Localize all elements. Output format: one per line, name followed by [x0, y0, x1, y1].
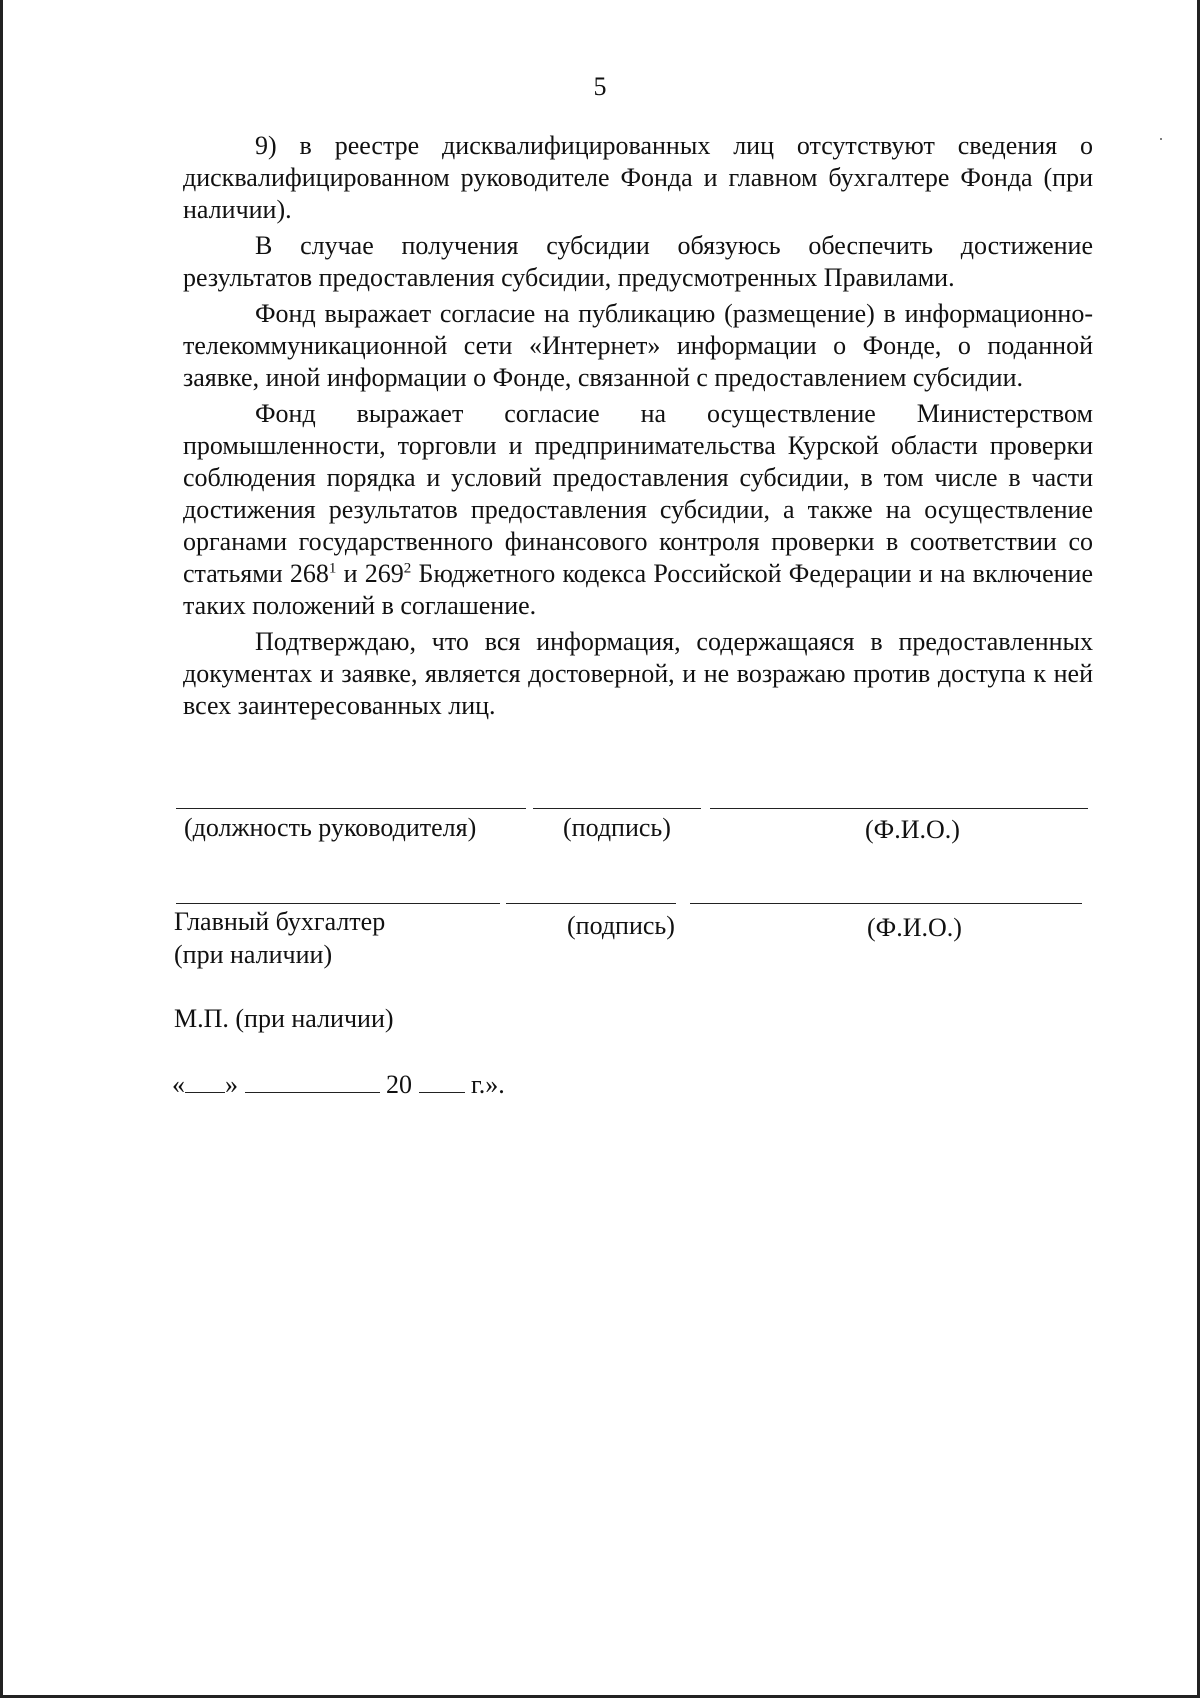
document-body: [183, 130, 1093, 726]
superscript-2: 2: [403, 560, 412, 577]
page-number: 5: [593, 72, 607, 101]
scan-speck: [1160, 138, 1162, 140]
audit-text-part3: Бюджетного кодекса Российской Федерации и на включение таких положений в соглашение.: [183, 559, 1093, 620]
paragraph-confirmation: Подтверждаю, что вся информация, содержащаяся в предоставленных документах и заявке, является достоверной, и не возражаю против доступа к ней всех заинтересованных лиц.: [183, 627, 1093, 720]
head-name-line: [710, 808, 1088, 809]
date-open-quote: «: [172, 1070, 185, 1099]
audit-text-part2: и 269: [336, 559, 404, 588]
accountant-name-line: [690, 903, 1082, 904]
date-close-quote: »: [225, 1070, 238, 1099]
year-blank: [419, 1070, 465, 1093]
year-prefix: 20: [386, 1070, 412, 1099]
head-signature-label: (подпись): [563, 813, 671, 842]
month-blank: [245, 1070, 380, 1093]
year-suffix: г.».: [471, 1070, 505, 1099]
head-position-label: (должность руководителя): [184, 813, 477, 842]
seal-label: М.П. (при наличии): [174, 1004, 394, 1033]
paragraph-audit-consent: [183, 398, 1093, 622]
accountant-title-note: (при наличии): [174, 940, 333, 969]
accountant-signature-line: [506, 903, 676, 904]
accountant-title: Главный бухгалтер: [174, 907, 386, 936]
audit-text-part1: Фонд выражает согласие на осуществление Министерством промышленности, торговли и предпринимательства Курской области проверки соблюдения порядка и условий предоставления субсидии, в том числе в части достижения результатов предоставления субсидии, а также на осуществление органами государственного финансового контроля проверки в соответствии со статьями 268: [183, 399, 1093, 588]
superscript-1: 1: [328, 560, 337, 577]
accountant-signature-label: (подпись): [567, 911, 675, 940]
accountant-name-label: (Ф.И.О.): [867, 913, 962, 942]
head-name-label: (Ф.И.О.): [865, 815, 960, 844]
paragraph-publication-consent: Фонд выражает согласие на публикацию (размещение) в информационно-телекоммуникационной сети «Интернет» информации о Фонде, о поданной заявке, иной информации о Фонде, связанной с предоставлением субсидии.: [183, 299, 1093, 392]
paragraph-obligation: В случае получения субсидии обязуюсь обеспечить достижение результатов предоставления субсидии, предусмотренных Правилами.: [183, 231, 1093, 292]
accountant-title-line: [176, 903, 500, 904]
head-signature-line: [533, 808, 701, 809]
date-line: [172, 1070, 505, 1100]
day-blank: [185, 1070, 225, 1093]
head-position-line: [176, 808, 526, 809]
paragraph-item-9: 9) в реестре дисквалифицированных лиц отсутствуют сведения о дисквалифицированном руководителе Фонда и главном бухгалтере Фонда (при наличии).: [183, 131, 1093, 224]
